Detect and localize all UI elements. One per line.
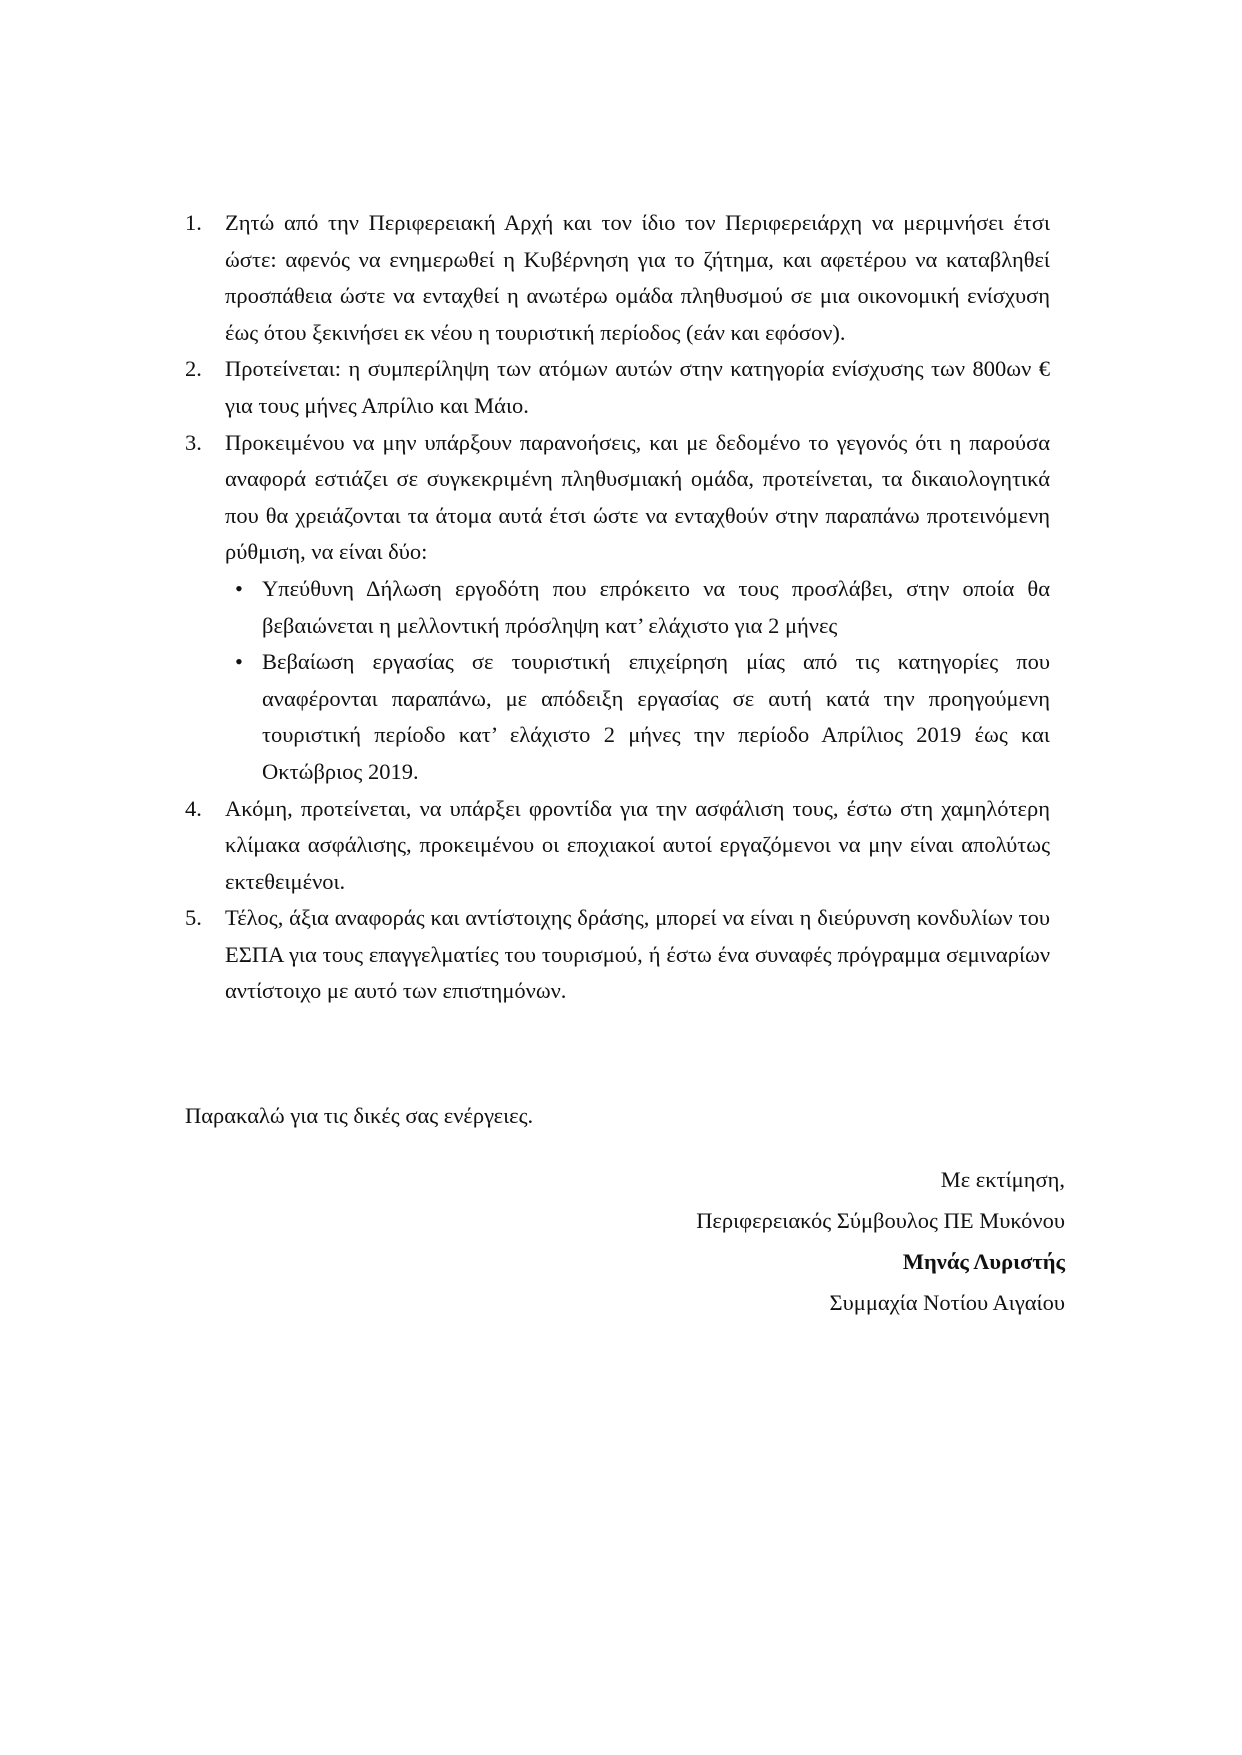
closing-line: Παρακαλώ για τις δικές σας ενέργειες. <box>185 1103 534 1128</box>
list-item-number: 2. <box>185 356 202 382</box>
list-item-text: Ακόμη, προτείνεται, να υπάρξει φροντίδα για την ασφάλιση τους, έστω στη χαμηλότερη κλίμακα ασφάλισης, προκειμένου οι εποχιακοί αυτοί εργαζόμενοι να μην είναι απολύτως εκτεθειμένοι. <box>225 795 1050 894</box>
bullet-item <box>225 644 1050 790</box>
signature-role: Περιφερειακός Σύμβουλος ΠΕ Μυκόνου <box>696 1208 1065 1233</box>
list-item-text: Ζητώ από την Περιφερειακή Αρχή και τον ίδιο τον Περιφερειάρχη να μεριμνήσει έτσι ώστε: αφενός να ενημερωθεί η Κυβέρνηση για το ζήτημα, και αφετέρου να καταβληθεί προσπάθεια ώστε να ενταχθεί η ανωτέρω ομάδα πληθυσμού σε μια οικονομική ενίσχυση έως ότου ξεκινήσει εκ νέου η τουριστική περίοδος (εάν και εφόσον). <box>225 210 1050 345</box>
list-item <box>185 791 1050 901</box>
list-item-text: Τέλος, άξια αναφοράς και αντίστοιχης δράσης, μπορεί να είναι η διεύρυνση κονδυλίων του ΕΣΠΑ για τους επαγγελματίες του τουρισμού, ή έστω ένα συναφές πρόγραμμα σεμιναρίων αντίστοιχο με αυτό των επιστημόνων. <box>225 905 1050 1004</box>
bullet-icon: • <box>235 649 243 675</box>
signature-name: Μηνάς Λυριστής <box>902 1249 1065 1274</box>
bullet-icon: • <box>235 575 243 601</box>
list-item-text: Προτείνεται: η συμπερίληψη των ατόμων αυτών στην κατηγορία ενίσχυσης των 800ων € για τους μήνες Απρίλιο και Μάιο. <box>225 356 1050 418</box>
list-item-number: 1. <box>185 210 202 235</box>
bullet-list <box>225 571 1050 791</box>
list-item <box>185 351 1050 424</box>
bullet-item-text: Βεβαίωση εργασίας σε τουριστική επιχείρηση μίας από τις κατηγορίες που αναφέρονται παραπάνω, με απόδειξη εργασίας σε αυτή κατά την προηγούμενη τουριστική περίοδο κατ’ ελάχιστο 2 μήνες την περίοδο Απρίλιος 2019 έως και Οκτώβριος 2019. <box>262 649 1050 784</box>
bullet-item-text: Υπεύθυνη Δήλωση εργοδότη που επρόκειτο να τους προσλάβει, στην οποία θα βεβαιώνεται η μελλοντική πρόσληψη κατ’ ελάχιστο για 2 μήνες <box>262 575 1050 638</box>
list-item <box>185 205 1050 351</box>
signature-block <box>696 1159 1065 1323</box>
list-item-number: 3. <box>185 429 202 455</box>
list-item-text: Προκειμένου να μην υπάρξουν παρανοήσεις, και με δεδομένο το γεγονός ότι η παρούσα αναφορά εστιάζει σε συγκεκριμένη πληθυσμιακή ομάδα, προτείνεται, τα δικαιολογητικά που θα χρειάζονται τα άτομα αυτά έτσι ώστε να ενταχθούν στην παραπάνω προτεινόμενη ρύθμιση, να είναι δύο: <box>225 429 1050 565</box>
signature-party: Συμμαχία Νοτίου Αιγαίου <box>829 1290 1065 1315</box>
list-item <box>185 425 1050 791</box>
numbered-list <box>185 205 1050 1010</box>
list-item-number: 5. <box>185 905 202 931</box>
list-item-number: 4. <box>185 795 202 821</box>
signature-greeting: Με εκτίμηση, <box>940 1167 1065 1192</box>
bullet-item <box>225 571 1050 644</box>
document-body <box>185 205 1050 1010</box>
list-item <box>185 900 1050 1010</box>
